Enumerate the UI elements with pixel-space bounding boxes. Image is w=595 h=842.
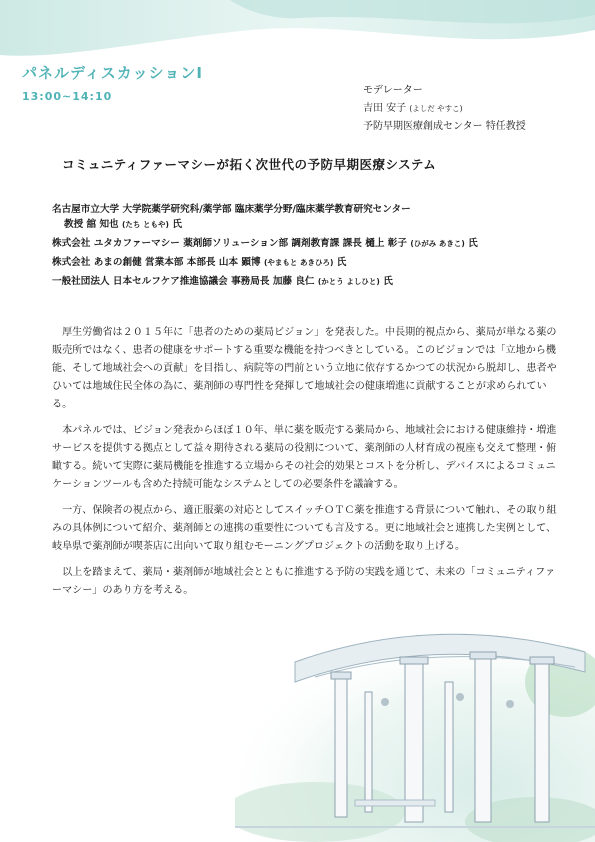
panelist-reading: (かとう よしひと) — [317, 277, 380, 286]
panelist-name-line — [52, 217, 478, 232]
session-title: パネルディスカッションⅠ — [22, 64, 203, 82]
panelist-org: 名古屋市立大学 大学院薬学研究科/薬学部 臨床薬学分野/臨床薬学教育研究センター — [52, 204, 411, 215]
main-title: コミュニティファーマシーが拓く次世代の予防早期医療システム — [62, 157, 437, 172]
panelist-item — [52, 255, 478, 270]
panelist-list — [52, 202, 478, 293]
panelist-reading: (やまもと あきひろ) — [263, 258, 334, 267]
panelist-name: 山本 顕博 — [218, 257, 261, 268]
paragraph: 一方、保険者の視点から、適正服薬の対応としてスイッチＯＴＣ薬を推進する背景について触れ、その取り組みの具体例について紹介、薬剤師との連携の重要性についても言及する。更に地域社会と連携した実例として、岐阜県で薬剤師が喫茶店に出向いて取り組むモーニングプロジェクトの活動を取り上げる。 — [52, 505, 557, 552]
panelist-suffix: 氏 — [383, 276, 393, 287]
moderator-block — [363, 82, 526, 136]
panelist-suffix: 氏 — [468, 238, 478, 249]
moderator-name: 吉田 安子 — [363, 103, 407, 114]
panelist-reading: (たち ともや) — [122, 220, 169, 229]
panelist-org: 株式会社 あまの創健 営業本部 本部長 — [52, 257, 216, 268]
paragraph: 以上を踏まえて、薬局・薬剤師が地域社会とともに推進する予防の実践を通じて、未来の「コミュニティファーマシー」のあり方を考える。 — [52, 567, 556, 596]
panelist-suffix: 氏 — [336, 257, 347, 268]
gazebo-illustration — [235, 622, 595, 842]
panelist-item — [52, 236, 478, 251]
moderator-label: モデレーター — [363, 85, 423, 96]
paragraph: 厚生労働省は２０１５年に「患者のための薬局ビジョン」を発表した。中長期的視点から、薬局が単なる薬の販売所ではなく、患者の健康をサポートする重要な機能を持つべきとしている。このビジョンでは「立地から機能、そして地域社会への貢献」を目指し、病院等の門前という立地に依存するかつての状況から脱却し、患者やひいては地域住民全体の為に、薬剤師の専門性を発揮して地域社会の健康増進に貢献することが求められている。 — [52, 327, 557, 410]
panelist-name: 教授 舘 知也 — [64, 219, 119, 230]
panelist-name: 樋上 彰子 — [365, 238, 407, 249]
session-time: 13:00~14:10 — [22, 90, 113, 103]
panelist-name: 加藤 良仁 — [272, 276, 315, 287]
panelist-org: 株式会社 ユタカファーマシー 薬剤師ソリューション部 調剤教育課 課長 — [52, 238, 362, 249]
moderator-affiliation: 予防早期医療創成センター 特任教授 — [363, 121, 526, 132]
panelist-item — [52, 202, 478, 232]
body-text — [52, 324, 557, 608]
paragraph: 本パネルでは、ビジョン発表からほぼ１０年、単に薬を販売する薬局から、地域社会における健康維持・増進サービスを提供する拠点として益々期待される薬局の役割について、薬剤師の人材育成の視座も交えて整理・俯瞰する。続いて実際に薬局機能を推進する立場からその社会的効果とコストを分析し、デバイスによるコミュニケーションツールも含めた持続可能なシステムとしての必要条件を議論する。 — [52, 425, 557, 490]
moderator-name-line — [363, 100, 526, 118]
moderator-reading: (よしだ やすこ) — [409, 104, 463, 113]
panelist-reading: (ひがみ あきこ) — [410, 239, 465, 248]
panelist-suffix: 氏 — [172, 219, 182, 230]
top-decorative-band — [0, 0, 595, 70]
panelist-item — [52, 274, 478, 289]
panelist-org: 一般社団法人 日本セルフケア推進協議会 事務局長 — [52, 276, 270, 287]
